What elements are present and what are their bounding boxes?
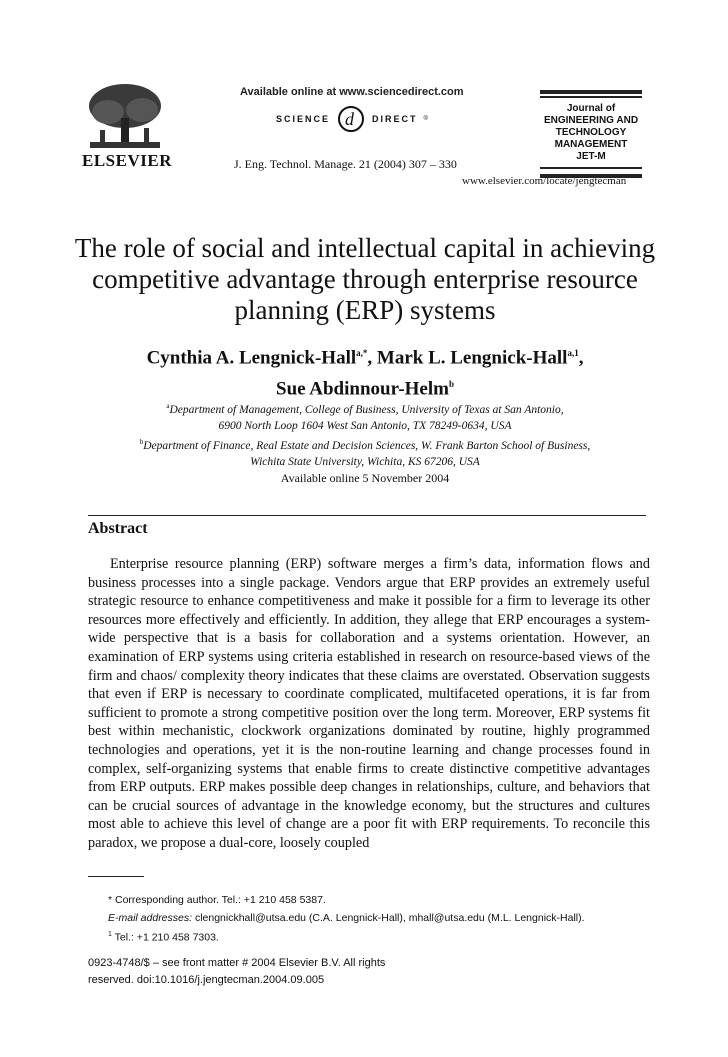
affiliation-sup: a <box>166 402 170 410</box>
journal-line: JET-M <box>576 151 606 162</box>
divider <box>88 515 646 516</box>
affiliation-line: Wichita State University, Wichita, KS 67206, USA <box>250 455 480 468</box>
author-name: Cynthia A. Lengnick-Hall <box>146 347 357 369</box>
affiliation-line: 6900 North Loop 1604 West San Antonio, TX 78249-0634, USA <box>218 419 512 432</box>
author-separator: , <box>367 347 377 369</box>
footnote-sup: 1 <box>108 931 112 938</box>
direct-word: DIRECT <box>372 114 418 124</box>
science-word: SCIENCE <box>276 114 331 124</box>
affiliation-line: Department of Finance, Real Estate and Decision Sciences, W. Frank Barton School of Business, <box>143 439 591 452</box>
footnote-corresponding: * Corresponding author. Tel.: +1 210 458 5387. <box>108 894 326 906</box>
author-sup: a,1 <box>567 348 579 358</box>
email-label: E-mail addresses: <box>108 912 193 924</box>
footnote-1 <box>108 928 219 945</box>
elsevier-tree-logo <box>84 82 166 154</box>
copyright-block <box>88 955 385 989</box>
copyright-line: 0923-4748/$ – see front matter # 2004 Elsevier B.V. All rights <box>88 957 386 969</box>
author-separator: , <box>578 347 584 369</box>
available-online-text: Available online at www.sciencedirect.com <box>240 86 464 98</box>
journal-citation: J. Eng. Technol. Manage. 21 (2004) 307 – 330 <box>234 157 457 171</box>
author-name: Mark L. Lengnick-Hall <box>376 347 568 369</box>
journal-line: ENGINEERING AND <box>543 115 639 126</box>
author-list <box>60 340 670 403</box>
affiliation-sup: b <box>139 437 144 446</box>
journal-url[interactable]: www.elsevier.com/locate/jengtecman <box>462 175 627 187</box>
abstract-body <box>88 555 650 853</box>
doi-line: reserved. doi:10.1016/j.jengtecman.2004.09.005 <box>88 974 325 986</box>
author-sup: b <box>448 379 454 390</box>
journal-line: MANAGEMENT <box>554 139 628 150</box>
journal-line: TECHNOLOGY <box>555 127 627 138</box>
footnote-emails <box>108 911 585 925</box>
author-sup: a,* <box>356 348 368 358</box>
journal-line: Journal of <box>566 103 616 114</box>
footnote-divider <box>88 876 144 877</box>
journal-logo-box <box>540 90 642 180</box>
paper-title: The role of social and intellectual capital in achieving competitive advantage through enterprise resource planning (ERP) systems <box>74 233 656 325</box>
sciencedirect-logo <box>276 104 428 134</box>
affiliation-line: Department of Management, College of Business, University of Texas at San Antonio, <box>169 403 564 416</box>
available-date: Available online 5 November 2004 <box>280 471 450 485</box>
abstract-heading: Abstract <box>88 520 148 537</box>
email-addresses[interactable]: clengnickhall@utsa.edu (C.A. Lengnick-Hall), mhall@utsa.edu (M.L. Lengnick-Hall). <box>192 912 585 924</box>
svg-text:d: d <box>345 109 355 129</box>
publisher-name: ELSEVIER <box>82 151 172 170</box>
registered-mark: ® <box>423 116 428 122</box>
sciencedirect-d-icon <box>336 104 366 134</box>
affiliations <box>60 398 670 470</box>
footnote-text: Tel.: +1 210 458 7303. <box>111 931 219 944</box>
author-name: Sue Abdinnour-Helm <box>276 378 449 400</box>
abstract-text: Enterprise resource planning (ERP) software merges a firm’s data, information flows and business processes into a single package. Vendors argue that ERP provides an extremely useful strategic resource to enhance competitiveness and make it possible for a firm to leverage its other resources more effectively and efficiently. In addition, they allege that ERP encourages a system-wide perspective that is a basis for collaboration and a systems orientation. However, an examination of ERP systems using criteria established in research on resource-based views of the firm and chaos/ complexity theory indicates that these claims are overstated. Observation suggests that even if ERP is necessary to coordinate complicated, multifaceted operations, it is far from sufficient to promote a strong competitive position over the long term. Moreover, ERP systems fit best within mechanistic, clockwork organizations dominated by routine, highly programmed technologies and operations, yet it is the non-routine learning and change processes found in complex, self-organizing systems that enable firms to create distinctive competitive advantages from ERP outputs. ERP makes possible deep changes in relationships, culture, and behaviors that can be crucial sources of advantage in the knowledge economy, but the structures and cultures most able to achieve this level of change are a poor fit with ERP requirements. To reconcile this paradox, we propose a dual-core, loosely coupled <box>88 556 650 851</box>
